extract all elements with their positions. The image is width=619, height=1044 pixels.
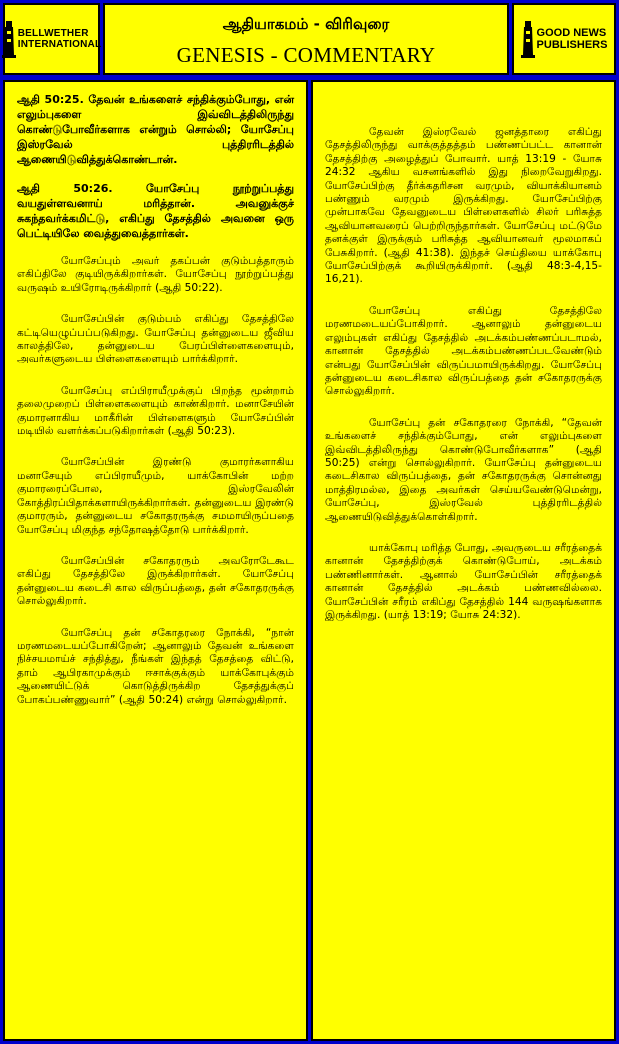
logo-line-2: INTERNATIONAL [17, 39, 102, 50]
paragraph: யோசேப்பு தன் சகோதரரை நோக்கி, “நான் மரணமடையப்போகிறேன்; ஆனாலும் தேவன் உங்களை நிச்சயமாய்ச் சந்தித்து, நீங்கள் இந்தத் தேசத்தை விட்டு, தாம் ஆபிரகாமுக்கும் ஈசாக்குக்கும் யாக்கோபுக்கும் ஆணையிட்டுக் கொடுத்திருக்கிற தேசத்துக்குப் போகப்பண்ணுவார்” (ஆதி 50:24) என்று சொல்லுகிறார். [17, 626, 294, 706]
paragraph: யாக்கோபு மரித்த போது, அவருடைய சரீரத்தைக் கானான் தேசத்திற்குக் கொண்டுபோய், அடக்கம் பண்ணினார்கள். ஆனால் யோசேப்பின் சரீரத்தைக் கானான் தேசத்தில் அடக்கம் பண்ணவில்லை. யோசேப்பின் சரீரம் எகிப்து தேசத்தில் 144 வருஷங்களாக இருக்கிறது. (யாத் 13:19; யோசு 24:32). [325, 541, 602, 621]
title-panel [103, 3, 509, 75]
good-news-logo [512, 3, 616, 75]
title-tamil: ஆதியாகமம் - விரிவுரை [222, 15, 390, 33]
right-column [311, 80, 616, 1041]
title-english: GENESIS - COMMENTARY [176, 43, 436, 67]
bellwether-logo [3, 3, 100, 75]
logo-line-1: BELLWETHER [17, 28, 89, 39]
paragraph: தேவன் இஸ்ரவேல் ஜனத்தாரை எகிப்து தேசத்திலிருந்து வாக்குத்தத்தம் பண்ணப்பட்ட கானான் தேசத்திற்கு அழைத்துப் போவார். யாத் 13:19 - யோசு 24:32 ஆகிய வசனங்களில் இது நிறைவேறுகிறது. யோசேப்பிற்கு தீர்க்கதரிசன வரமும், வியாக்கியானம் பண்ணும் வரமும் இருக்கிறது. யோசேப்பிற்கு முன்பாகவே தேவனுடைய பிள்ளைகளில் சிலர் பரிசுத்த ஆவியானவரைப் பெற்றிருந்தார்கள். யோசேப்பு மட்டுமே தனக்குள் இருக்கும் பரிசுத்த ஆவியானவர் மூலமாகப் பேசுகிறார். (ஆதி 41:38). இந்தச் செய்தியை யாக்கோபு யோசேப்பிற்குக் கூறியிருக்கிறார். (ஆதி 48:3-4,15-16,21). [325, 126, 602, 286]
paragraph: யோசேப்பு எப்பிராயீமுக்குப் பிறந்த மூன்றாம் தலைமுறைப் பிள்ளைகளையும் காண்கிறார். மனாசேயின் குமாரனாகிய மாகீரின் பிள்ளைகளும் யோசேப்பின் மடியில் வளர்க்கப்படுகிறார்கள் (ஆதி 50:23). [17, 384, 294, 438]
verse-50-26: ஆதி 50:26. யோசேப்பு நூற்றுப்பத்து வயதுள்ளவனாய் மரித்தான். அவனுக்குச் சுகந்தவர்க்கமிட்டு, எகிப்து தேசத்தில் அவனை ஒரு பெட்டியிலே வைத்துவைத்தார்கள். [17, 182, 294, 240]
paragraph: யோசேப்பின் சகோதரரும் அவரோடேகூட எகிப்து தேசத்திலே இருக்கிறார்கள். யோசேப்பு தன்னுடைய கடைசி கால விருப்பத்தை, தன் சகோதரருக்கு சொல்லுகிறார். [17, 554, 294, 608]
paragraph: யோசேப்பின் குடும்பம் எகிப்து தேசத்திலே கட்டியெழுப்பப்படுகிறது. யோசேப்பு தன்னுடைய ஜீவிய காலத்திலே, தன்னுடைய பேரப்பிள்ளைகளையும், அவர்களுடைய பிள்ளைகளையும் பார்க்கிறார். [17, 313, 294, 366]
paragraph: யோசேப்பு தன் சகோதரரை நோக்கி, “தேவன் உங்களைச் சந்திக்கும்போது, என் எலும்புகளை இவ்விடத்திலிருந்து கொண்டுபோவீர்களாக” (ஆதி 50:25) என்று சொல்லுகிறார். யோசேப்பு தன்னுடைய கடைசிகால விருப்பத்தை, தன் சகோதரருக்கு சொன்னது மாத்திரமல்ல, இதை அவர்கள் செய்யவேண்டுமென்று, யோசேப்பு, இஸ்ரவேல் புத்திரரிடத்தில் ஆணையிடுவித்துக்கொள்கிறார். [325, 416, 602, 523]
logo-line-2: PUBLISHERS [536, 39, 608, 51]
left-column [3, 80, 308, 1041]
paragraph: யோசேப்பு எகிப்து தேசத்திலே மரணமடையப்போகிறார். ஆனாலும் தன்னுடைய எலும்புகள் எகிப்து தேசத்தில் அடக்கம்பண்ணப்படாமல், கானான் தேசத்தில் அடக்கம்பண்ணப்படவேண்டும் என்பது யோசேப்பின் விருப்பமாயிருக்கிறது. யோசேப்பு தன்னுடைய கடைசிகால விருப்பத்தை தன் சகோதரருக்கு சொல்லுகிறார். [325, 304, 602, 398]
logo-line-1: GOOD NEWS [536, 27, 607, 39]
verse-50-25: ஆதி 50:25. தேவன் உங்களைச் சந்திக்கும்போது, என் எலும்புகளை இவ்விடத்திலிருந்து கொண்டுபோவீர்களாக என்றும் சொல்லி; யோசேப்பு இஸ்ரவேல் புத்திரரிடத்தில் ஆணையிடுவித்துக்கொண்டான். [17, 93, 294, 166]
paragraph: யோசேப்பும் அவர் தகப்பன் குடும்பத்தாரும் எகிப்திலே குடியிருக்கிறார்கள். யோசேப்பு நூற்றுப்பத்து வருஷம் உயிரோடிருக்கிறார் (ஆதி 50:22). [17, 255, 294, 294]
tower-icon [521, 19, 535, 59]
paragraph: யோசேப்பின் இரண்டு குமாரர்களாகிய மனாசேயும் எப்பிராயீமும், யாக்கோபின் மற்ற குமாரரைப்போல, இஸ்ரவேலின் கோத்திரப்பிதாக்களாயிருக்கிறார்கள். தன்னுடைய இரண்டு குமாரரும், தன்னுடைய சகோதரருக்கு சமமாயிருப்பதை யோசேப்பு மிகுந்த சந்தோஷத்தோடு பார்க்கிறார். [17, 456, 294, 536]
tower-icon [2, 19, 16, 59]
